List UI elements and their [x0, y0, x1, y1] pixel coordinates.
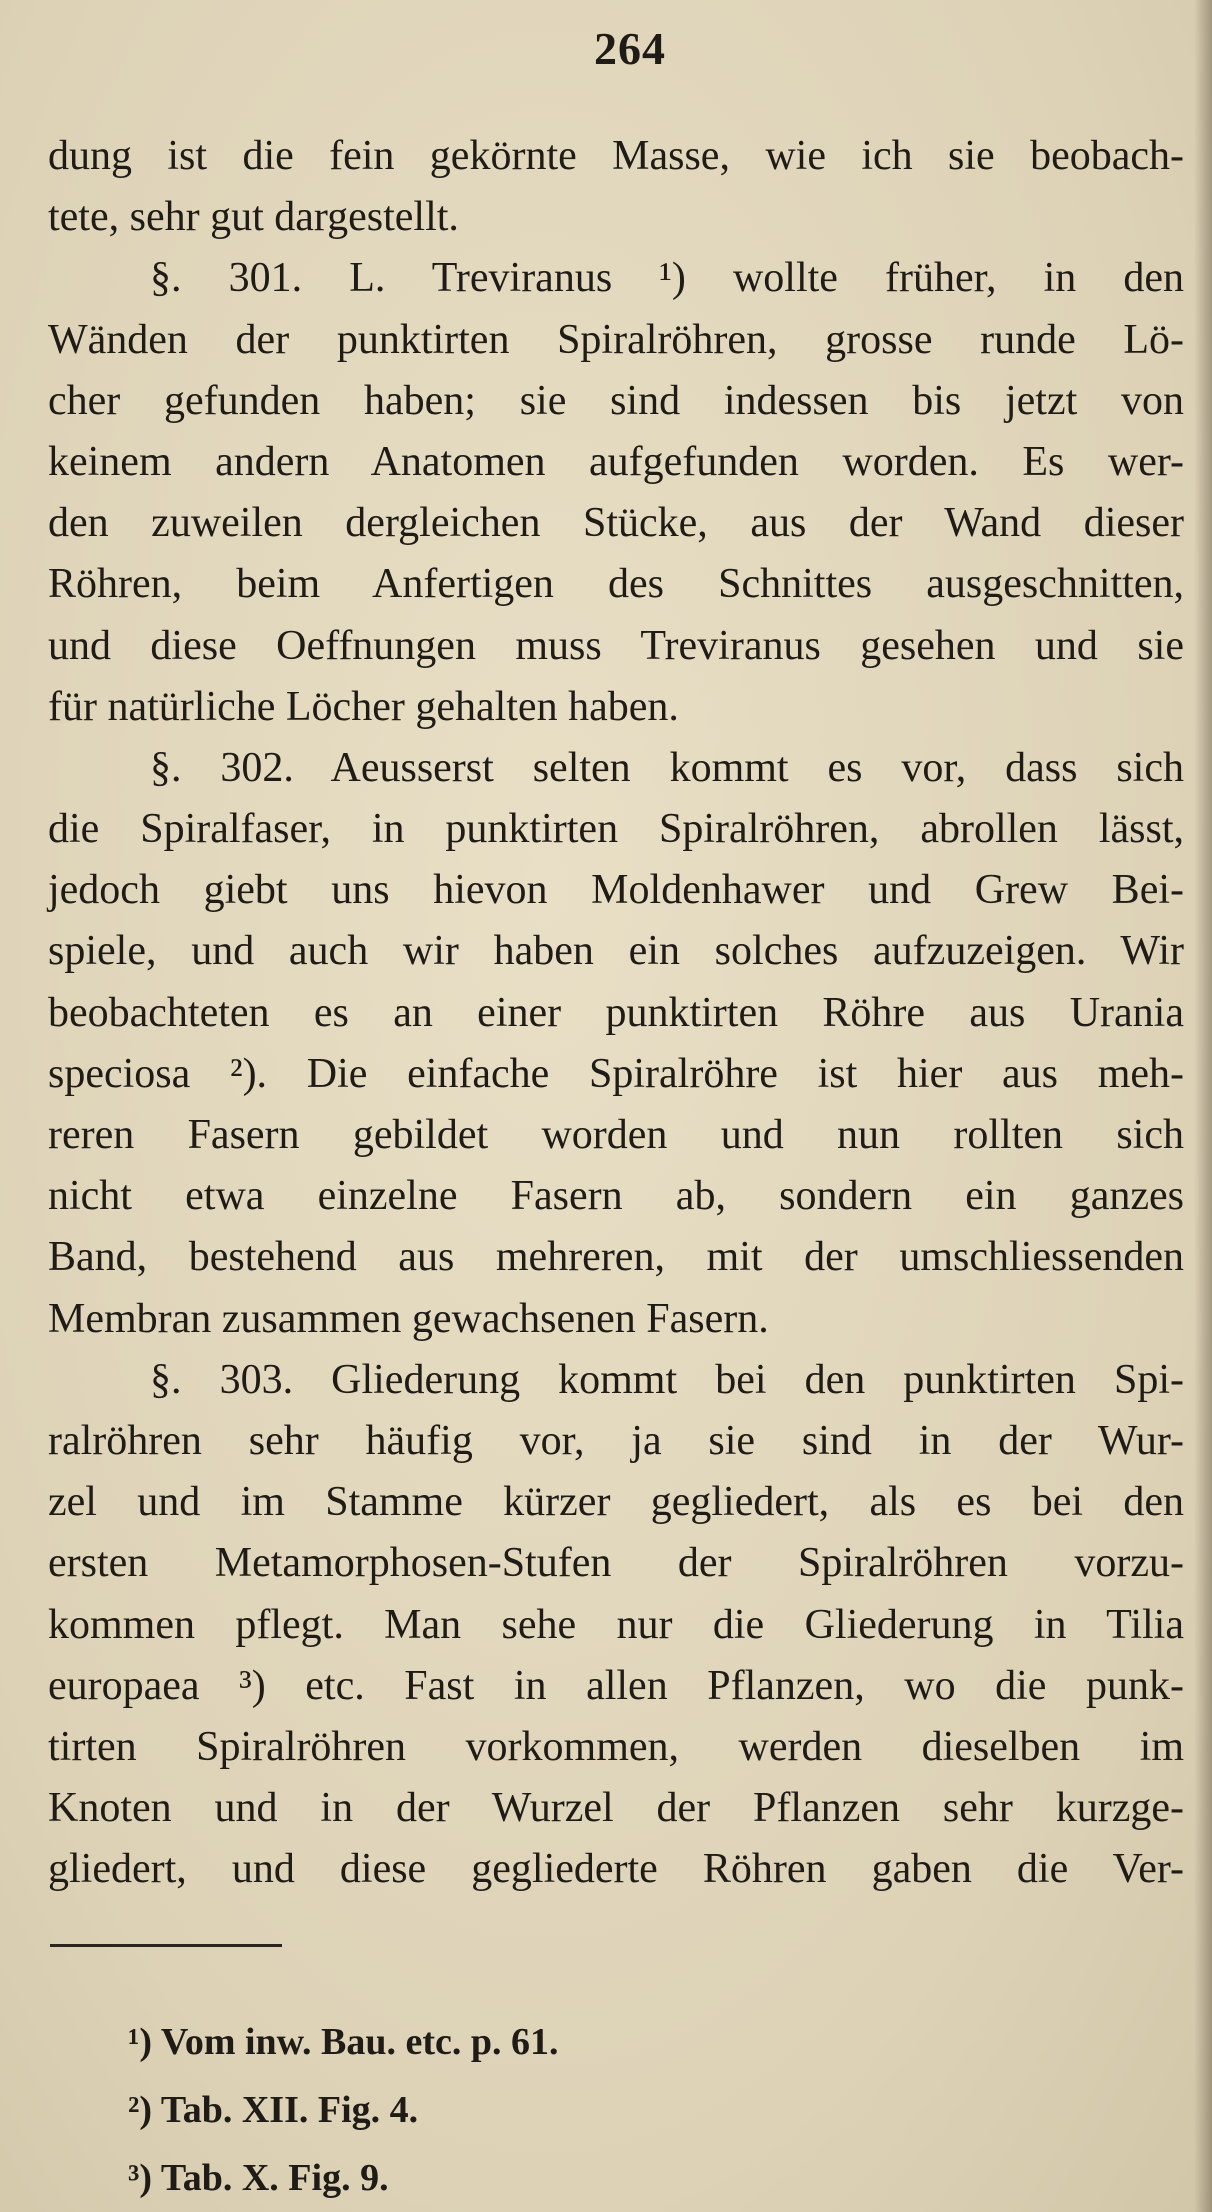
paragraph-start-303: §. 303. Gliederung kommt bei den punktirten Spi-: [150, 1356, 1184, 1403]
text-line: Membran zusammen gewachsenen Fasern.: [48, 1295, 769, 1342]
paragraph-start-301: §. 301. L. Treviranus ¹) wollte früher, in den: [150, 255, 1184, 302]
text-line: den zuweilen dergleichen Stücke, aus der Wand dieser: [48, 500, 1184, 547]
text-line: die Spiralfaser, in punktirten Spiralröhren, abrollen lässt,: [48, 806, 1184, 853]
text-line: reren Fasern gebildet worden und nun rollten sich: [48, 1112, 1184, 1158]
footnote-2: ²) Tab. XII. Fig. 4.: [128, 2089, 419, 2131]
text-line: gliedert, und diese gegliederte Röhren gaben die Ver-: [48, 1846, 1184, 1893]
paragraph-start-302: §. 302. Aeusserst selten kommt es vor, dass sich: [150, 744, 1184, 791]
text-line: nicht etwa einzelne Fasern ab, sondern ein ganzes: [48, 1173, 1184, 1220]
text-line: kommen pflegt. Man sehe nur die Gliederung in Tilia: [48, 1601, 1184, 1648]
text-line: spiele, und auch wir haben ein solches aufzuzeigen. Wir: [48, 928, 1184, 975]
text-line: cher gefunden haben; sie sind indessen bis jetzt von: [48, 377, 1184, 424]
text-line: zel und im Stamme kürzer gegliedert, als es bei den: [48, 1479, 1184, 1526]
page-number: 264: [594, 23, 666, 74]
text-line: jedoch giebt uns hievon Moldenhawer und Grew Bei-: [48, 867, 1184, 914]
body-text: [48, 126, 1184, 1900]
text-line: und diese Oeffnungen muss Treviranus gesehen und sie: [48, 622, 1184, 669]
text-line: speciosa ²). Die einfache Spiralröhre ist hier aus meh-: [48, 1050, 1184, 1097]
footnote-separator: [50, 1944, 282, 1947]
text-line: Band, bestehend aus mehreren, mit der umschliessenden: [48, 1234, 1184, 1281]
text-line: Knoten und in der Wurzel der Pflanzen sehr kurzge-: [48, 1785, 1184, 1832]
text-line: Röhren, beim Anfertigen des Schnittes ausgeschnitten,: [48, 561, 1184, 608]
text-line: Wänden der punktirten Spiralröhren, grosse runde Lö-: [48, 316, 1184, 363]
text-line: keinem andern Anatomen aufgefunden worden. Es wer-: [48, 438, 1184, 485]
text-line: beobachteten es an einer punktirten Röhre aus Urania: [48, 989, 1184, 1036]
footnote-1: ¹) Vom inw. Bau. etc. p. 61.: [128, 2021, 559, 2063]
text-line: dung ist die fein gekörnte Masse, wie ich sie beobach-: [48, 133, 1184, 179]
footnote-3: ³) Tab. X. Fig. 9.: [128, 2157, 389, 2199]
page-edge-shadow: [1194, 0, 1212, 2212]
text-line: ralröhren sehr häufig vor, ja sie sind in der Wur-: [48, 1417, 1184, 1464]
text-line: tete, sehr gut dargestellt.: [48, 194, 459, 241]
footnotes: [128, 2008, 559, 2212]
text-line: ersten Metamorphosen-Stufen der Spiralröhren vorzu-: [48, 1540, 1184, 1587]
text-line: europaea ³) etc. Fast in allen Pflanzen, wo die punk-: [48, 1662, 1184, 1709]
text-line: für natürliche Löcher gehalten haben.: [48, 683, 679, 730]
text-line: tirten Spiralröhren vorkommen, werden dieselben im: [48, 1723, 1184, 1770]
